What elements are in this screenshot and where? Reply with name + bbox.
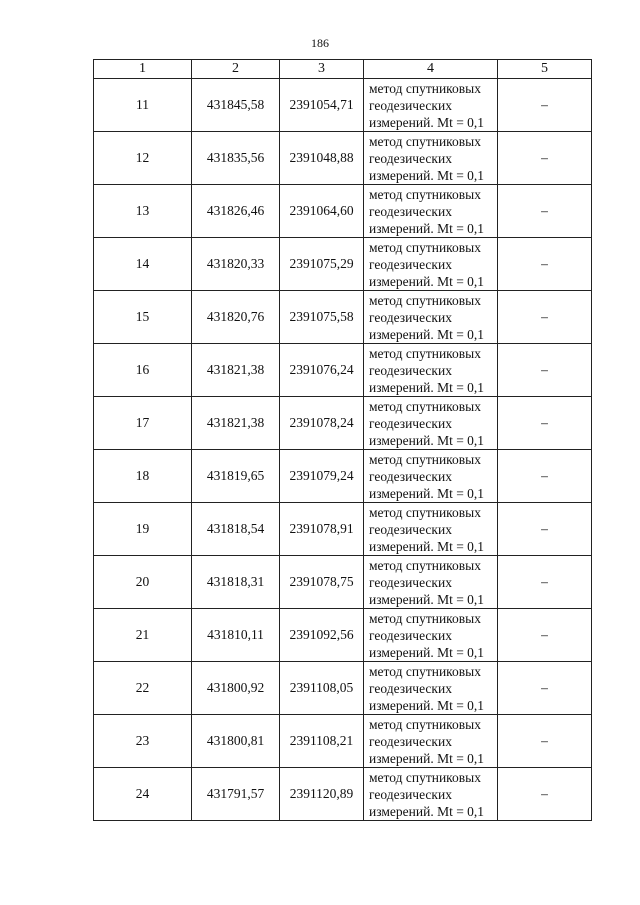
coord-y: 2391092,56 xyxy=(280,609,364,662)
method-description: метод спутниковых геодезических измерений. Mt = 0,1 xyxy=(364,132,498,185)
coord-y: 2391048,88 xyxy=(280,132,364,185)
note: – xyxy=(498,397,592,450)
coordinates-table xyxy=(93,59,592,821)
point-number: 22 xyxy=(94,662,192,715)
page-number: 186 xyxy=(311,36,329,50)
table-body xyxy=(94,79,592,821)
note: – xyxy=(498,238,592,291)
coord-x: 431800,92 xyxy=(192,662,280,715)
method-description: метод спутниковых геодезических измерений. Mt = 0,1 xyxy=(364,556,498,609)
header-col-3: 3 xyxy=(280,60,364,79)
method-description: метод спутниковых геодезических измерений. Mt = 0,1 xyxy=(364,185,498,238)
note: – xyxy=(498,132,592,185)
table-row xyxy=(94,768,592,821)
coord-x: 431845,58 xyxy=(192,79,280,132)
header-col-1: 1 xyxy=(94,60,192,79)
coord-x: 431821,38 xyxy=(192,397,280,450)
table-row xyxy=(94,132,592,185)
table-row xyxy=(94,397,592,450)
method-description: метод спутниковых геодезических измерений. Mt = 0,1 xyxy=(364,79,498,132)
header-col-4: 4 xyxy=(364,60,498,79)
note: – xyxy=(498,503,592,556)
coord-x: 431791,57 xyxy=(192,768,280,821)
method-description: метод спутниковых геодезических измерений. Mt = 0,1 xyxy=(364,450,498,503)
method-description: метод спутниковых геодезических измерений. Mt = 0,1 xyxy=(364,609,498,662)
point-number: 15 xyxy=(94,291,192,344)
table-row xyxy=(94,556,592,609)
coord-x: 431835,56 xyxy=(192,132,280,185)
coord-x: 431826,46 xyxy=(192,185,280,238)
method-description: метод спутниковых геодезических измерений. Mt = 0,1 xyxy=(364,344,498,397)
point-number: 11 xyxy=(94,79,192,132)
method-description: метод спутниковых геодезических измерений. Mt = 0,1 xyxy=(364,397,498,450)
coord-y: 2391075,29 xyxy=(280,238,364,291)
note: – xyxy=(498,79,592,132)
coord-x: 431818,31 xyxy=(192,556,280,609)
coord-y: 2391076,24 xyxy=(280,344,364,397)
point-number: 18 xyxy=(94,450,192,503)
coord-x: 431818,54 xyxy=(192,503,280,556)
method-description: метод спутниковых геодезических измерений. Mt = 0,1 xyxy=(364,503,498,556)
coord-x: 431820,33 xyxy=(192,238,280,291)
header-col-2: 2 xyxy=(192,60,280,79)
point-number: 16 xyxy=(94,344,192,397)
table-row xyxy=(94,185,592,238)
note: – xyxy=(498,715,592,768)
coord-y: 2391078,75 xyxy=(280,556,364,609)
note: – xyxy=(498,556,592,609)
table-row xyxy=(94,291,592,344)
point-number: 14 xyxy=(94,238,192,291)
table-row xyxy=(94,450,592,503)
table-row xyxy=(94,715,592,768)
note: – xyxy=(498,450,592,503)
table-row xyxy=(94,344,592,397)
table-row xyxy=(94,238,592,291)
note: – xyxy=(498,768,592,821)
coord-x: 431800,81 xyxy=(192,715,280,768)
coord-x: 431820,76 xyxy=(192,291,280,344)
note: – xyxy=(498,662,592,715)
header-col-5: 5 xyxy=(498,60,592,79)
point-number: 17 xyxy=(94,397,192,450)
coord-y: 2391078,24 xyxy=(280,397,364,450)
coord-y: 2391108,21 xyxy=(280,715,364,768)
table-row xyxy=(94,79,592,132)
point-number: 12 xyxy=(94,132,192,185)
note: – xyxy=(498,344,592,397)
coord-y: 2391108,05 xyxy=(280,662,364,715)
coord-y: 2391079,24 xyxy=(280,450,364,503)
coord-x: 431810,11 xyxy=(192,609,280,662)
coord-y: 2391054,71 xyxy=(280,79,364,132)
coord-y: 2391120,89 xyxy=(280,768,364,821)
point-number: 23 xyxy=(94,715,192,768)
point-number: 21 xyxy=(94,609,192,662)
table-header-row xyxy=(94,60,592,79)
point-number: 19 xyxy=(94,503,192,556)
note: – xyxy=(498,291,592,344)
coord-y: 2391075,58 xyxy=(280,291,364,344)
coord-x: 431821,38 xyxy=(192,344,280,397)
point-number: 24 xyxy=(94,768,192,821)
point-number: 13 xyxy=(94,185,192,238)
method-description: метод спутниковых геодезических измерений. Mt = 0,1 xyxy=(364,715,498,768)
note: – xyxy=(498,185,592,238)
coord-x: 431819,65 xyxy=(192,450,280,503)
method-description: метод спутниковых геодезических измерений. Mt = 0,1 xyxy=(364,238,498,291)
method-description: метод спутниковых геодезических измерений. Mt = 0,1 xyxy=(364,291,498,344)
table-row xyxy=(94,662,592,715)
coord-y: 2391078,91 xyxy=(280,503,364,556)
note: – xyxy=(498,609,592,662)
table-row xyxy=(94,609,592,662)
table-row xyxy=(94,503,592,556)
coord-y: 2391064,60 xyxy=(280,185,364,238)
method-description: метод спутниковых геодезических измерений. Mt = 0,1 xyxy=(364,768,498,821)
method-description: метод спутниковых геодезических измерений. Mt = 0,1 xyxy=(364,662,498,715)
point-number: 20 xyxy=(94,556,192,609)
